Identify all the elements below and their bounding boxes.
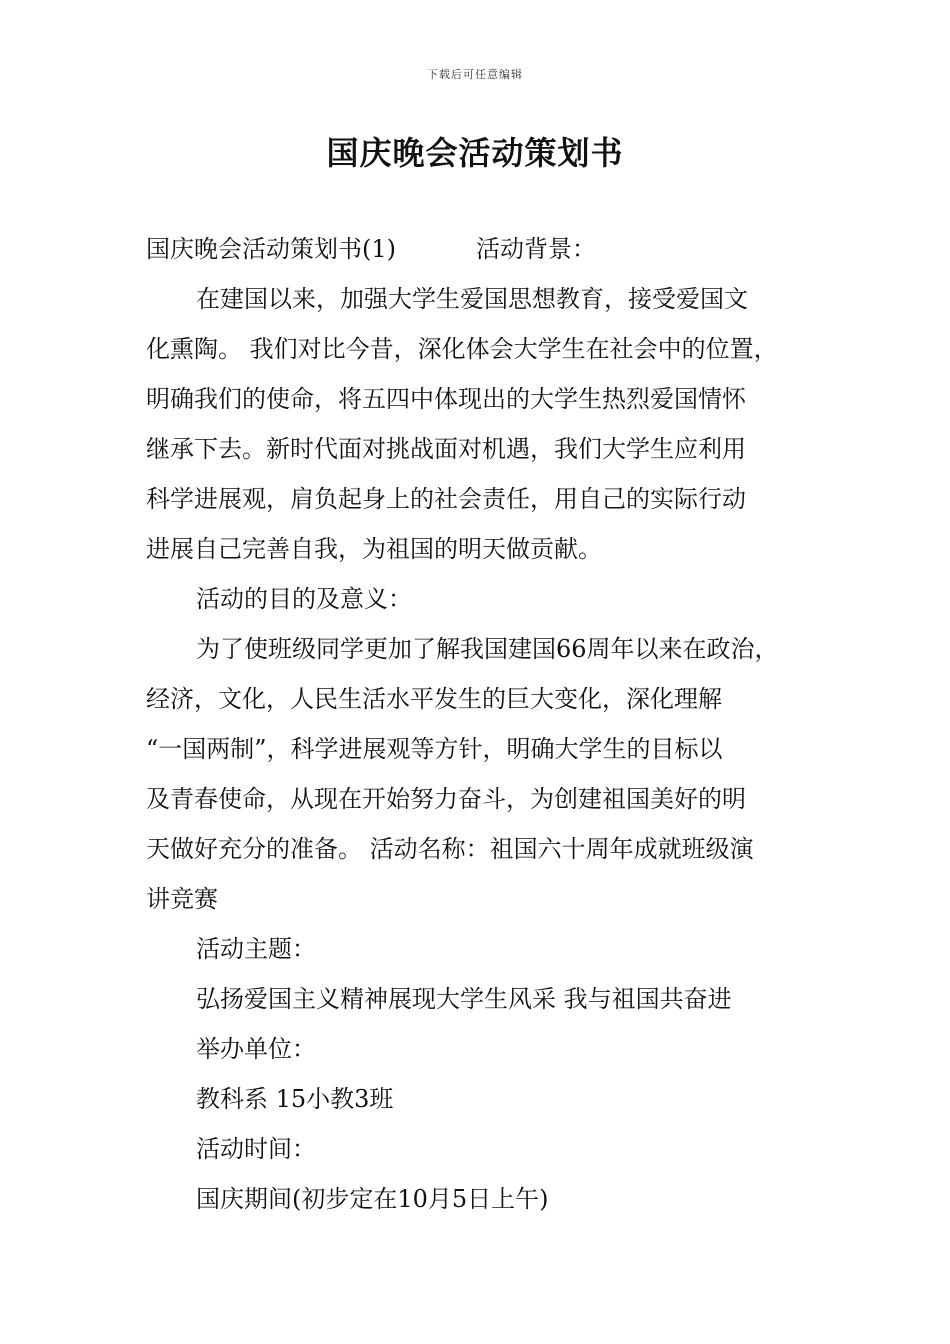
body-line: 举办单位： xyxy=(196,1035,316,1063)
body-line: 化熏陶。 我们对比今昔，深化体会大学生在社会中的位置， xyxy=(146,335,778,363)
body-line: 及青春使命，从现在开始努力奋斗，为创建祖国美好的明 xyxy=(146,785,746,813)
document-body xyxy=(146,224,826,1224)
body-line-text: 国庆晚会活动策划书(1) xyxy=(146,235,396,263)
body-line: 讲竞赛 xyxy=(146,885,218,913)
body-line: 进展自己完善自我，为祖国的明天做贡献。 xyxy=(146,535,602,563)
header-note: 下载后可任意编辑 xyxy=(427,68,523,81)
document-title: 国庆晚会活动策划书 xyxy=(326,134,624,172)
body-line xyxy=(146,224,826,274)
body-line: 教科系 15小教3班 xyxy=(196,1085,394,1113)
body-line: “一国两制”，科学进展观等方针，明确大学生的目标以 xyxy=(146,735,723,763)
body-line: 经济，文化，人民生活水平发生的巨大变化，深化理解 xyxy=(146,685,722,713)
body-line: 活动的目的及意义： xyxy=(196,585,412,613)
body-line: 国庆期间(初步定在10月5日上午) xyxy=(196,1185,549,1213)
body-line: 明确我们的使命，将五四中体现出的大学生热烈爱国情怀 xyxy=(146,385,746,413)
body-line: 科学进展观，肩负起身上的社会责任，用自己的实际行动 xyxy=(146,485,746,513)
body-line: 为了使班级同学更加了解我国建国66周年以来在政治， xyxy=(196,635,779,663)
body-line: 活动时间： xyxy=(196,1135,316,1163)
body-line: 天做好充分的准备。 活动名称：祖国六十周年成就班级演 xyxy=(146,835,754,863)
body-line: 继承下去。新时代面对挑战面对机遇，我们大学生应利用 xyxy=(146,435,746,463)
body-line-text: 活动背景： xyxy=(476,235,596,263)
body-line: 弘扬爱国主义精神展现大学生风采 我与祖国共奋进 xyxy=(196,985,732,1013)
body-line: 在建国以来，加强大学生爱国思想教育，接受爱国文 xyxy=(196,285,748,313)
body-line: 活动主题： xyxy=(196,935,316,963)
